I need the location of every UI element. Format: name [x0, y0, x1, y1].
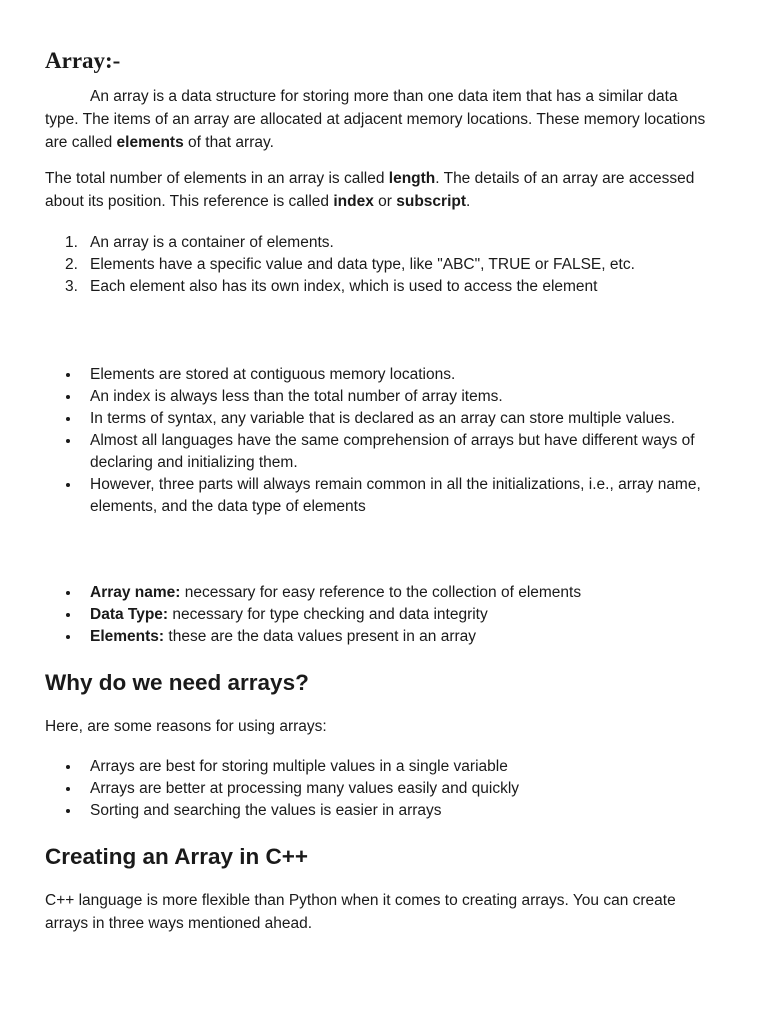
bold-term: elements [116, 134, 184, 151]
list-item [45, 386, 715, 408]
list-item-text: Almost all languages have the same comprehension of arrays but have different ways of declaring and initializing them. [90, 432, 695, 471]
bold-term: Elements: [90, 628, 165, 645]
list-item-text: An index is always less than the total number of array items. [90, 388, 503, 405]
bullet-icon [66, 787, 70, 791]
text-run: . [466, 193, 471, 210]
list-item [45, 430, 715, 474]
bullet-icon [66, 373, 70, 377]
list-item-text: these are the data values present in an array [164, 628, 477, 645]
bullet-icon [66, 809, 70, 813]
list-item-text: necessary for easy reference to the collection of elements [180, 584, 582, 601]
bold-term: Data Type: [90, 606, 169, 623]
list-item-text: Arrays are best for storing multiple values in a single variable [90, 758, 508, 775]
list-item [45, 626, 715, 648]
intro-paragraph-2 [45, 167, 715, 213]
bullet-list-parts [45, 582, 715, 648]
bullet-list-properties [45, 364, 715, 518]
list-item-text: necessary for type checking and data integrity [168, 606, 488, 623]
list-item-text: Each element also has its own index, which is used to access the element [90, 278, 598, 295]
bullet-icon [66, 417, 70, 421]
list-item-text: Elements are stored at contiguous memory locations. [90, 366, 456, 383]
bullet-icon [66, 635, 70, 639]
bullet-icon [66, 439, 70, 443]
text-run: . The details of an array are accessed about its position. This reference is called [45, 170, 695, 210]
list-item-text: Arrays are better at processing many values easily and quickly [90, 780, 520, 797]
list-item-text: However, three parts will always remain common in all the initializations, i.e., array name, elements, and the data type of elements [90, 476, 701, 515]
list-item-text: In terms of syntax, any variable that is declared as an array can store multiple values. [90, 410, 675, 427]
list-number: 1. [65, 234, 78, 251]
why-intro: Here, are some reasons for using arrays: [45, 718, 327, 735]
bold-term: length [388, 170, 436, 187]
bullet-icon [66, 591, 70, 595]
bullet-list-reasons [45, 756, 715, 822]
list-item [45, 756, 715, 778]
numbered-list [45, 232, 715, 298]
bullet-icon [66, 613, 70, 617]
intro-paragraph-1 [45, 85, 715, 154]
list-item [45, 276, 715, 298]
list-item [45, 604, 715, 626]
list-item [45, 474, 715, 518]
bullet-icon [66, 395, 70, 399]
bold-term: subscript [396, 193, 466, 210]
list-number: 3. [65, 278, 78, 295]
list-item [45, 582, 715, 604]
creating-paragraph: C++ language is more flexible than Python when it comes to creating arrays. You can create arrays in three ways mentioned ahead. [45, 892, 676, 932]
list-item [45, 364, 715, 386]
text-run: The total number of elements in an array is called [45, 170, 389, 187]
list-item [45, 408, 715, 430]
list-number: 2. [65, 256, 78, 273]
bold-term: Array name: [90, 584, 181, 601]
bold-term: index [333, 193, 374, 210]
text-run: or [373, 193, 397, 210]
section-heading-why: Why do we need arrays? [45, 670, 309, 695]
section-heading-creating: Creating an Array in C++ [45, 844, 309, 869]
list-item-text: Sorting and searching the values is easier in arrays [90, 802, 442, 819]
text-run: An array is a data structure for storing more than one data item that has a similar data type. The items of an array are allocated at adjacent memory locations. These memory locations are called [45, 88, 706, 151]
list-item [45, 800, 715, 822]
bullet-icon [66, 765, 70, 769]
list-item [45, 778, 715, 800]
list-item-text: Elements have a specific value and data type, like "ABC", TRUE or FALSE, etc. [90, 256, 635, 273]
list-item [45, 254, 715, 276]
bullet-icon [66, 483, 70, 487]
page-title: Array:- [45, 48, 121, 73]
list-item [45, 232, 715, 254]
text-run: of that array. [183, 134, 274, 151]
list-item-text: An array is a container of elements. [90, 234, 334, 251]
